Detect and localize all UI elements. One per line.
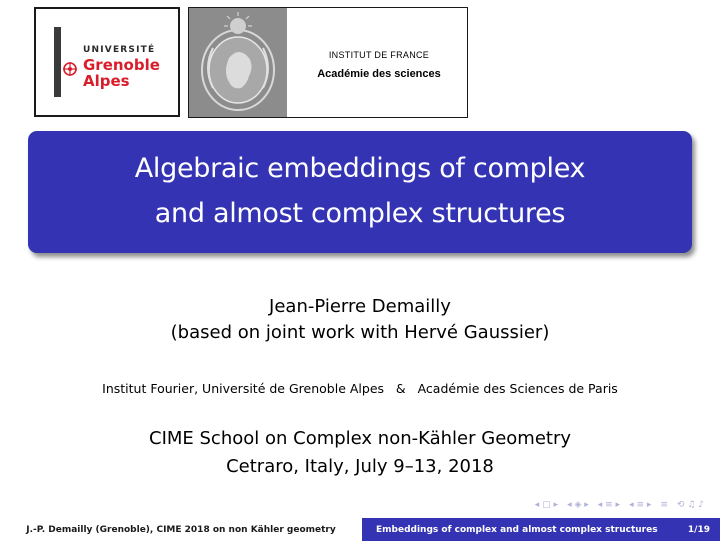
- event-line-1: CIME School on Complex non-Kähler Geometry: [149, 428, 571, 449]
- uga-seal-icon: [62, 61, 78, 77]
- author-note: (based on joint work with Hervé Gaussier): [170, 322, 550, 343]
- nav-frame-icon[interactable]: ◂ ▢ ▸: [534, 500, 559, 510]
- footer-title: Embeddings of complex and almost complex structures: [376, 524, 658, 535]
- event-line-2: Cetraro, Italy, July 9–13, 2018: [226, 456, 494, 477]
- uga-university-text: UNIVERSITÉ: [83, 45, 156, 55]
- footer-title-bar: [362, 518, 720, 541]
- nav-search-icon[interactable]: ⟲ ♫ ♪: [676, 500, 704, 510]
- nav-document-icon[interactable]: ◂ ≡ ▸: [629, 500, 652, 510]
- title-line-2: and almost complex structures: [154, 198, 566, 229]
- nav-menu-icon[interactable]: ≡: [660, 500, 668, 510]
- academie-des-sciences-text: Académie des sciences: [317, 68, 441, 80]
- academie-logo: [188, 7, 468, 118]
- uga-logo-bar: [54, 27, 61, 97]
- uga-logo: [34, 7, 180, 117]
- footer: [0, 518, 720, 541]
- nav-section-icon[interactable]: ◂ ≡ ▸: [597, 500, 621, 510]
- uga-grenoble-text: Grenoble: [83, 56, 160, 74]
- institut-de-france-text: INSTITUT DE FRANCE: [328, 50, 430, 60]
- beamer-navigation: [535, 500, 704, 510]
- nav-subsection-icon[interactable]: ◂ ◈ ▸: [567, 500, 589, 510]
- page-number: 1/19: [687, 524, 710, 535]
- title-line-1: Algebraic embeddings of complex: [134, 153, 586, 184]
- academie-seal-icon: [189, 8, 287, 117]
- affiliation: Institut Fourier, Université de Grenoble Alpes & Académie des Sciences de Paris: [102, 381, 618, 396]
- uga-alpes-text: Alpes: [83, 72, 130, 90]
- author-name: Jean-Pierre Demailly: [269, 296, 451, 317]
- title-block: [28, 131, 692, 253]
- footer-author-info: J.-P. Demailly (Grenoble), CIME 2018 on non Kähler geometry: [0, 518, 362, 541]
